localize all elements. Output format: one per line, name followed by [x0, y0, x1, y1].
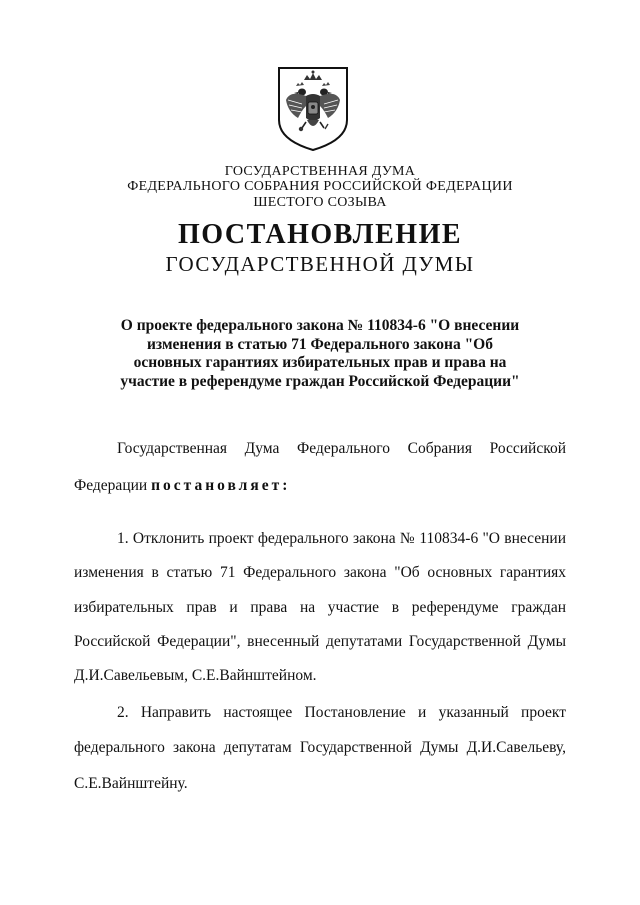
- item-1-line: 1. Отклонить проект федерального закона № 110834-6 "О внесении: [117, 530, 566, 547]
- preamble-line: [74, 476, 566, 495]
- subject-line: участие в референдуме граждан Российской Федерации": [120, 372, 520, 390]
- chamber-name: ГОСУДАРСТВЕННАЯ ДУМА: [224, 164, 416, 179]
- item-1-line: изменения в статью 71 Федерального закона "Об основных гарантиях: [74, 564, 566, 581]
- item-2-line: С.Е.Вайнштейну.: [74, 775, 188, 792]
- document-type-title: ПОСТАНОВЛЕНИЕ: [177, 219, 463, 250]
- assembly-name: ФЕДЕРАЛЬНОГО СОБРАНИЯ РОССИЙСКОЙ ФЕДЕРАЦИИ: [127, 179, 513, 194]
- document-subject: [100, 317, 540, 391]
- convocation-label: ШЕСТОГО СОЗЫВА: [253, 195, 387, 210]
- preamble-text: Федерации: [74, 477, 152, 494]
- item-1-line: Российской Федерации", внесенный депутатами Государственной Думы: [74, 633, 566, 650]
- item-2-line: федерального закона депутатам Государственной Думы Д.И.Савельеву,: [74, 739, 566, 756]
- item-1-line: Д.И.Савельевым, С.Е.Вайнштейном.: [74, 667, 317, 684]
- preamble-line: Государственная Дума Федерального Собрания Российской: [117, 440, 566, 457]
- subject-line: изменения в статью 71 Федерального закона "Об: [147, 335, 493, 353]
- document-subtitle: ГОСУДАРСТВЕННОЙ ДУМЫ: [165, 252, 475, 276]
- resolution-verb: постановляет:: [151, 477, 291, 494]
- coat-of-arms-emblem: [276, 66, 350, 152]
- item-2-line: 2. Направить настоящее Постановление и указанный проект: [117, 704, 566, 721]
- item-1-line: избирательных прав и права на участие в референдуме граждан: [74, 599, 566, 616]
- subject-line: О проекте федерального закона № 110834-6 "О внесении: [120, 317, 520, 334]
- subject-line: основных гарантиях избирательных прав и права на: [133, 354, 507, 371]
